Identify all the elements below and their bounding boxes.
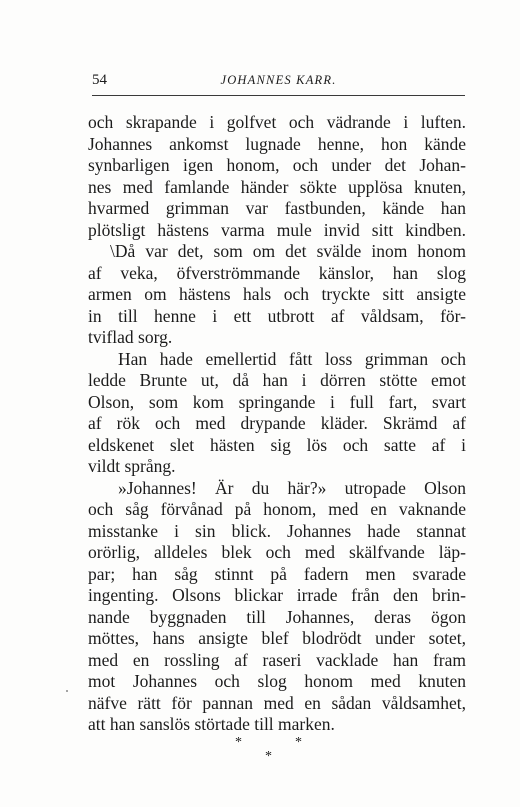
text-line: nande byggnaden till Johannes, deras ögon: [88, 606, 466, 627]
section-break: [220, 735, 320, 765]
text-line: möttes, hans ansigte blef blodrödt under sotet,: [88, 628, 466, 648]
running-head: JOHANNES KARR.: [220, 73, 337, 87]
text-line: misstanke i sin blick. Johannes hade stannat: [88, 520, 466, 541]
text-line: och såg förvånad på honom, med en vaknande: [88, 499, 466, 519]
text-line: par; han såg stinnt på fadern men svarade: [88, 563, 466, 584]
margin-speck: [66, 690, 68, 692]
text-line: in till henne i ett utbrott af våldsam, för-: [88, 305, 466, 326]
text-line: hvarmed grimman var fastbunden, kände han: [88, 198, 466, 218]
text-line: af veka, öfverströmmande känslor, han slog: [88, 262, 466, 283]
text-line: synbarligen igen honom, och under det Johan-: [88, 155, 466, 175]
asterisk: *: [235, 735, 242, 750]
page-header: [92, 72, 465, 94]
text-line: vildt språng.: [88, 456, 176, 476]
text-line: Johannes ankomst lugnade henne, hon kände: [88, 133, 466, 154]
text-line: tviflad sorg.: [88, 327, 173, 347]
text-line: med en rossling af raseri vacklade han fram: [88, 649, 466, 670]
text-line: och skrapande i golfvet och vädrande i luften.: [88, 112, 466, 132]
page-number: 54: [92, 72, 107, 88]
text-line: armen om hästens hals och tryckte sitt ansigte: [88, 284, 466, 304]
header-rule: [92, 95, 465, 96]
asterisk: *: [265, 749, 272, 764]
text-line: att han sanslös störtade till marken.: [88, 714, 335, 734]
asterisk: *: [295, 735, 302, 750]
text-line: Olson, som kom springande i full fart, svart: [88, 391, 466, 412]
text-line: nes med famlande händer sökte upplösa knuten,: [88, 176, 466, 197]
text-line: orörlig, alldeles blek och med skälfvande läp-: [88, 542, 466, 562]
body-text: [88, 112, 466, 736]
text-line: »Johannes! Är du här?» utropade Olson: [118, 477, 466, 498]
text-line: ledde Brunte ut, då han i dörren stötte emot: [88, 370, 466, 390]
text-line: näfve rätt för pannan med en sådan våldsamhet,: [88, 692, 466, 713]
text-line: plötsligt hästens varma mule invid sitt kindben.: [88, 219, 466, 240]
text-line: \Då var det, som om det svälde inom honom: [110, 241, 466, 261]
text-line: eldskenet slet hästen sig lös och satte af i: [88, 434, 466, 455]
text-line: ingenting. Olsons blickar irrade från den brin-: [88, 585, 466, 605]
text-line: mot Johannes och slog honom med knuten: [88, 671, 466, 691]
text-line: Han hade emellertid fått loss grimman och: [118, 348, 466, 369]
text-line: af rök och med drypande kläder. Skrämd af: [88, 413, 466, 433]
